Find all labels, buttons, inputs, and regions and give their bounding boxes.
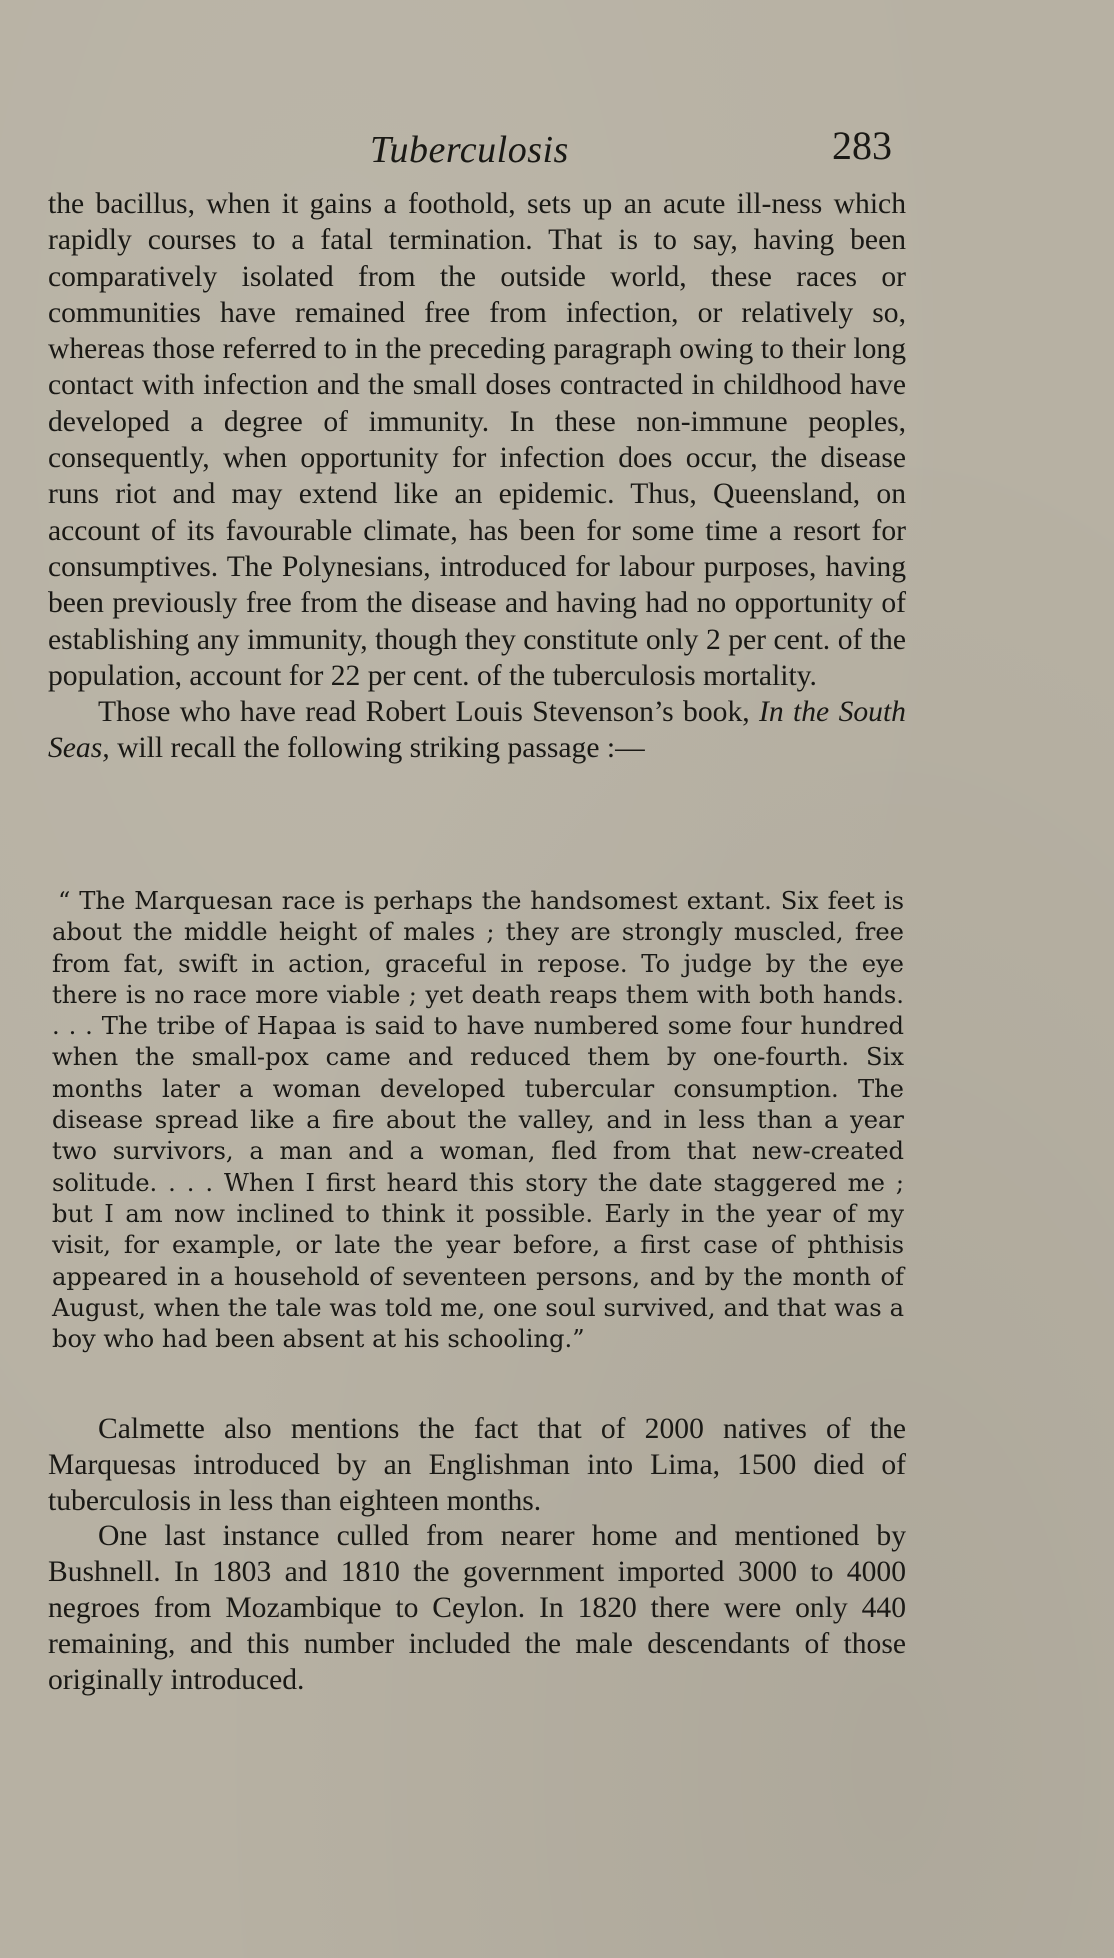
book-title: In the South Seas, [48,696,906,765]
paragraph-2 [48,694,906,767]
main-text [48,186,906,767]
block-quote [52,886,904,1355]
running-title: Tuberculosis [370,129,569,171]
closing-text [48,1412,906,1698]
paragraph-1: the bacillus, when it gains a foothold, sets up an acute ill-ness which rapidly courses to a fatal termination. That is to say, having been comparatively isolated from the outside world, these races or communities have remained free from infection, or relatively so, whereas those referred to in the preceding paragraph owing to their long contact with infection and the small doses contracted in childhood have developed a degree of immunity. In these non-immune peoples, consequently, when opportunity for infection does occur, the disease runs riot and may extend like an epidemic. Thus, Queensland, on account of its favourable climate, has been for some time a resort for consumptives. The Polynesians, introduced for labour purposes, having been previously free from the disease and having had no opportunity of establishing any immunity, though they constitute only 2 per cent. of the population, account for 22 per cent. of the tuberculosis mortality. [48,188,906,692]
paragraph-4: One last instance culled from nearer home and mentioned by Bushnell. In 1803 and 1810 the government imported 3000 to 4000 negroes from Mozambique to Ceylon. In 1820 there were only 440 remaining, and this number included the male descendants of those originally introduced. [48,1520,906,1696]
paragraph-2-lead: Those who have read Robert Louis Stevenson’s book, [98,696,750,729]
page-number: 283 [832,123,892,168]
quote-text: “ The Marquesan race is perhaps the handsomest extant. Six feet is about the middle height of males ; they are strongly muscled, free from fat, swift in action, graceful in repose. To judge by the eye there is no race more viable ; yet death reaps them with both hands. . . . The tribe of Hapaa is said to have numbered some four hundred when the small-pox came and reduced them by one-fourth. Six months later a woman developed tubercular consumption. The disease spread like a fire about the valley, and in less than a year two survivors, a man and a woman, fled from that new-created solitude. . . . When I first heard this story the date staggered me ; but I am now inclined to think it possible. Early in the year of my visit, for example, or late the year before, a first case of phthisis appeared in a household of seventeen persons, and by the month of August, when the tale was told me, one soul survived, and that was a boy who had been absent at his schooling.” [52,887,904,1354]
paragraph-2-tail: will recall the following striking passage :— [117,732,645,765]
paragraph-3: Calmette also mentions the fact that of 2000 natives of the Marquesas introduced by an Englishman into Lima, 1500 died of tuberculosis in less than eighteen months. [48,1413,906,1517]
running-head [0,122,1114,182]
